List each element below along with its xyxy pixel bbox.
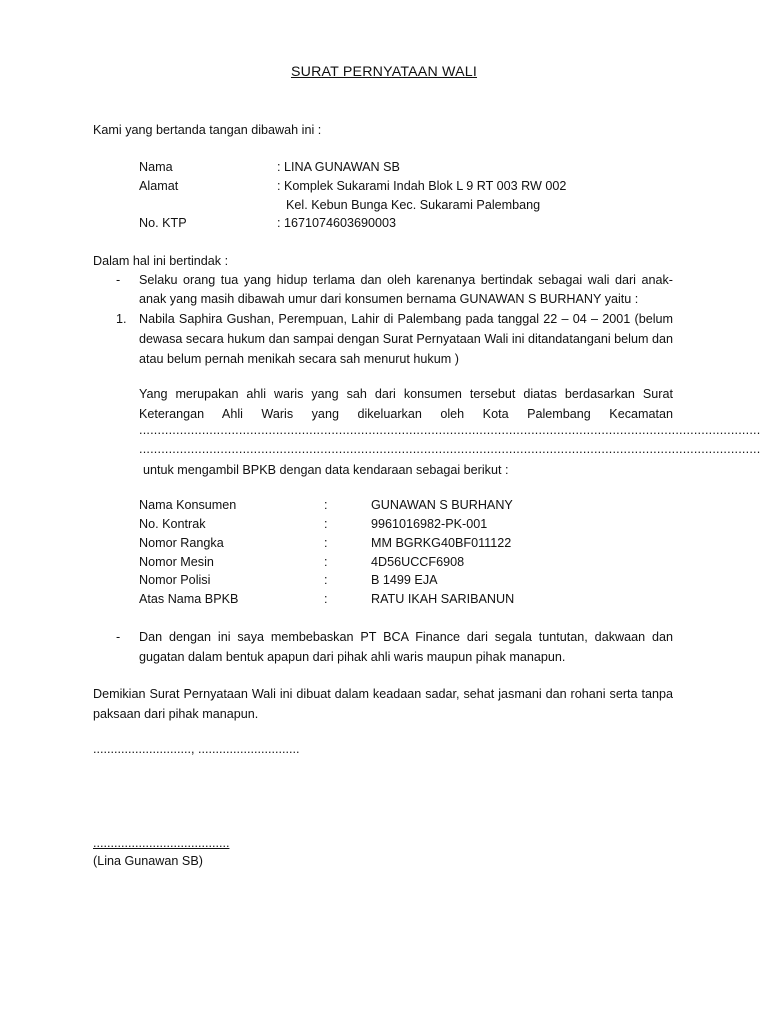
statement-dash: - (116, 273, 121, 287)
bpkb-intro: untuk mengambil BPKB dengan data kendaraan sebagai berikut : (143, 463, 509, 477)
vehicle-value: RATU IKAH SARIBANUN (371, 592, 515, 606)
signature-line: ....................................... (93, 836, 230, 850)
name-label: Nama (139, 160, 173, 174)
vehicle-value: 4D56UCCF6908 (371, 555, 465, 569)
address-value-line-2: Kel. Kebun Bunga Kec. Sukarami Palembang (286, 198, 541, 212)
document-title: SURAT PERNYATAAN WALI (290, 64, 478, 80)
acting-text: Dalam hal ini bertindak : (93, 254, 229, 268)
vehicle-sep: : (324, 555, 328, 569)
vehicle-sep: : (324, 536, 328, 550)
intro-text: Kami yang bertanda tangan dibawah ini : (93, 123, 322, 137)
dotted-line-2: ........................................................................................................................................................................ (139, 442, 761, 456)
dotted-line-1: ........................................................................................................................................................................ (139, 423, 761, 437)
vehicle-sep: : (324, 592, 328, 606)
signer-name: (Lina Gunawan SB) (93, 854, 203, 868)
vehicle-sep: : (324, 517, 328, 531)
vehicle-label: Nomor Rangka (139, 536, 224, 550)
name-value: : LINA GUNAWAN SB (277, 160, 400, 174)
child-number: 1. (116, 312, 127, 326)
vehicle-value: B 1499 EJA (371, 573, 438, 587)
vehicle-label: No. Kontrak (139, 517, 206, 531)
vehicle-label: Nomor Polisi (139, 573, 211, 587)
place-date-line: ............................, ............................. (93, 742, 300, 756)
release-dash: - (116, 630, 121, 644)
release-paragraph: Dan dengan ini saya membebaskan PT BCA Finance dari segala tuntutan, dakwaan dan gugatan dalam bentuk apapun dari pihak ahli waris maupun pihak manapun. (139, 630, 673, 664)
vehicle-value: MM BGRKG40BF011122 (371, 536, 512, 550)
ktp-label: No. KTP (139, 216, 187, 230)
address-value-line-1: : Komplek Sukarami Indah Blok L 9 RT 003 RW 002 (277, 179, 567, 193)
vehicle-value: GUNAWAN S BURHANY (371, 498, 513, 512)
statement-line-2: anak yang masih dibawah umur dari konsumen bernama GUNAWAN S BURHANY yaitu : (139, 292, 639, 306)
closing-paragraph: Demikian Surat Pernyataan Wali ini dibuat dalam keadaan sadar, sehat jasmani dan rohani serta tanpa paksaan dari pihak manapun. (93, 687, 673, 721)
vehicle-label: Atas Nama BPKB (139, 592, 239, 606)
vehicle-label: Nama Konsumen (139, 498, 237, 512)
statement-line-1: Selaku orang tua yang hidup terlama dan oleh karenanya bertindak sebagai wali dari anak- (139, 273, 673, 287)
vehicle-sep: : (324, 573, 328, 587)
vehicle-label: Nomor Mesin (139, 555, 214, 569)
child-paragraph: Nabila Saphira Gushan, Perempuan, Lahir di Palembang pada tanggal 22 – 04 – 2001 (belum dewasa secara hukum dan sampai dengan Surat Pernyataan Wali ini ditandatangani belum dan atau belum pernah menikah secara sah menurut hukum ) (139, 312, 673, 366)
heir-paragraph: Yang merupakan ahli waris yang sah dari konsumen tersebut diatas berdasarkan Surat Keterangan Ahli Waris yang dikeluarkan oleh Kota Palembang Kecamatan (139, 387, 673, 421)
vehicle-value: 9961016982-PK-001 (371, 517, 488, 531)
ktp-value: : 1671074603690003 (277, 216, 397, 230)
address-label: Alamat (139, 179, 179, 193)
vehicle-sep: : (324, 498, 328, 512)
